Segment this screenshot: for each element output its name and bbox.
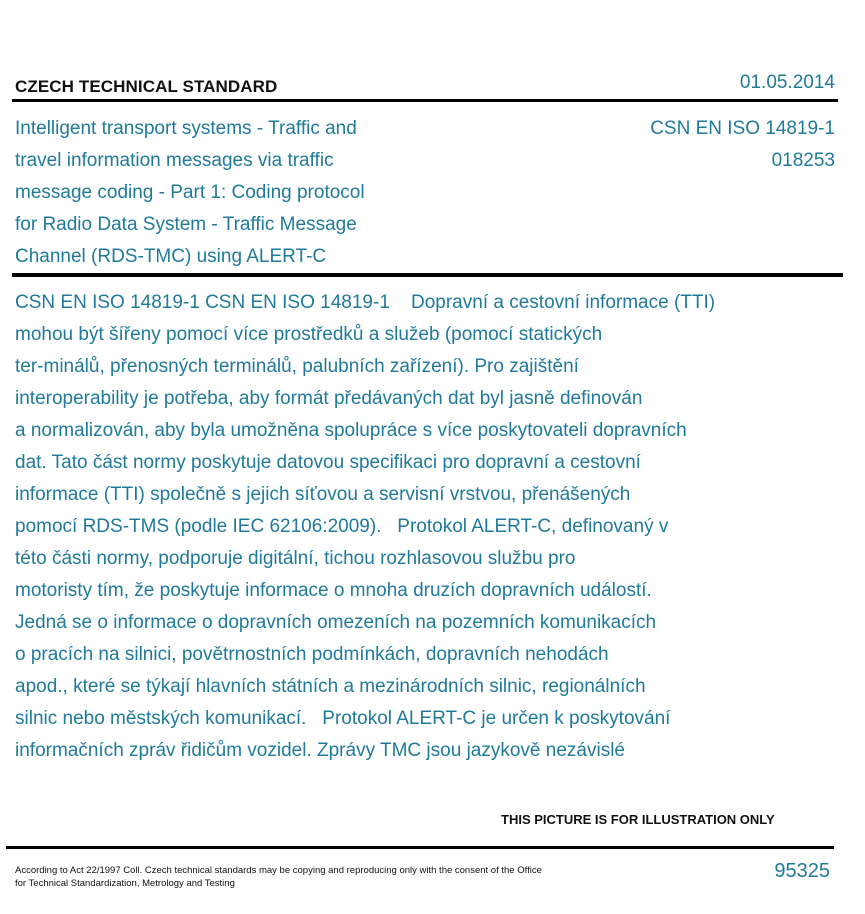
copyright-line: for Technical Standardization, Metrology and Testing: [15, 878, 235, 889]
body-line: interoperability je potřeba, aby formát předávaných dat byl jasně definován: [15, 388, 643, 409]
body-line: mohou být šířeny pomocí více prostředků a služeb (pomocí statických: [15, 324, 603, 345]
title-line: Channel (RDS-TMC) using ALERT-C: [15, 246, 327, 267]
body-line: pomocí RDS-TMS (podle IEC 62106:2009). Protokol ALERT-C, definovaný v: [15, 516, 669, 537]
body-line: informačních zpráv řidičům vozidel. Zprávy TMC jsou jazykově nezávislé: [15, 740, 625, 761]
illustration-notice: THIS PICTURE IS FOR ILLUSTRATION ONLY: [501, 812, 775, 827]
title-line: travel information messages via traffic: [15, 150, 334, 171]
body-line: Jedná se o informace o dopravních omezeních na pozemních komunikacích: [15, 612, 657, 633]
header-label: CZECH TECHNICAL STANDARD: [15, 77, 278, 96]
title-divider: [12, 273, 843, 277]
standard-code: CSN EN ISO 14819-1: [650, 118, 835, 139]
title-line: for Radio Data System - Traffic Message: [15, 214, 357, 235]
body-line: apod., které se týkají hlavních státních a mezinárodních silnic, regionálních: [15, 676, 646, 697]
body-line: o pracích na silnici, povětrnostních podmínkách, dopravních nehodách: [15, 644, 609, 665]
title-line: Intelligent transport systems - Traffic and: [15, 118, 357, 139]
standard-title: [15, 113, 435, 273]
footer-divider: [6, 846, 834, 849]
copyright-note: [15, 864, 615, 890]
copyright-line: According to Act 22/1997 Coll. Czech technical standards may be copying and reproducing only with the consent of the Office: [15, 865, 542, 876]
body-line: silnic nebo městských komunikací. Protokol ALERT-C je určen k poskytování: [15, 708, 671, 729]
body-line: informace (TTI) společně s jejich síťovou a servisní vrstvou, přenášených: [15, 484, 631, 505]
body-line: a normalizován, aby byla umožněna spolupráce s více poskytovateli dopravních: [15, 420, 687, 441]
header-divider: [12, 99, 838, 102]
publication-date: 01.05.2014: [739, 72, 835, 93]
standard-identifiers: [650, 113, 835, 177]
title-line: message coding - Part 1: Coding protocol: [15, 182, 365, 203]
body-line: CSN EN ISO 14819-1 CSN EN ISO 14819-1 Dopravní a cestovní informace (TTI): [15, 292, 716, 313]
standard-number: 018253: [771, 150, 835, 171]
body-line: motoristy tím, že poskytuje informace o mnoha druzích dopravních událostí.: [15, 580, 652, 601]
document-number: 95325: [774, 860, 830, 882]
body-line: dat. Tato část normy poskytuje datovou specifikaci pro dopravní a cestovní: [15, 452, 641, 473]
body-line: této části normy, podporuje digitální, tichou rozhlasovou službu pro: [15, 548, 576, 569]
body-line: ter-minálů, přenosných terminálů, palubních zařízení). Pro zajištění: [15, 356, 579, 377]
abstract-text: [15, 287, 845, 767]
